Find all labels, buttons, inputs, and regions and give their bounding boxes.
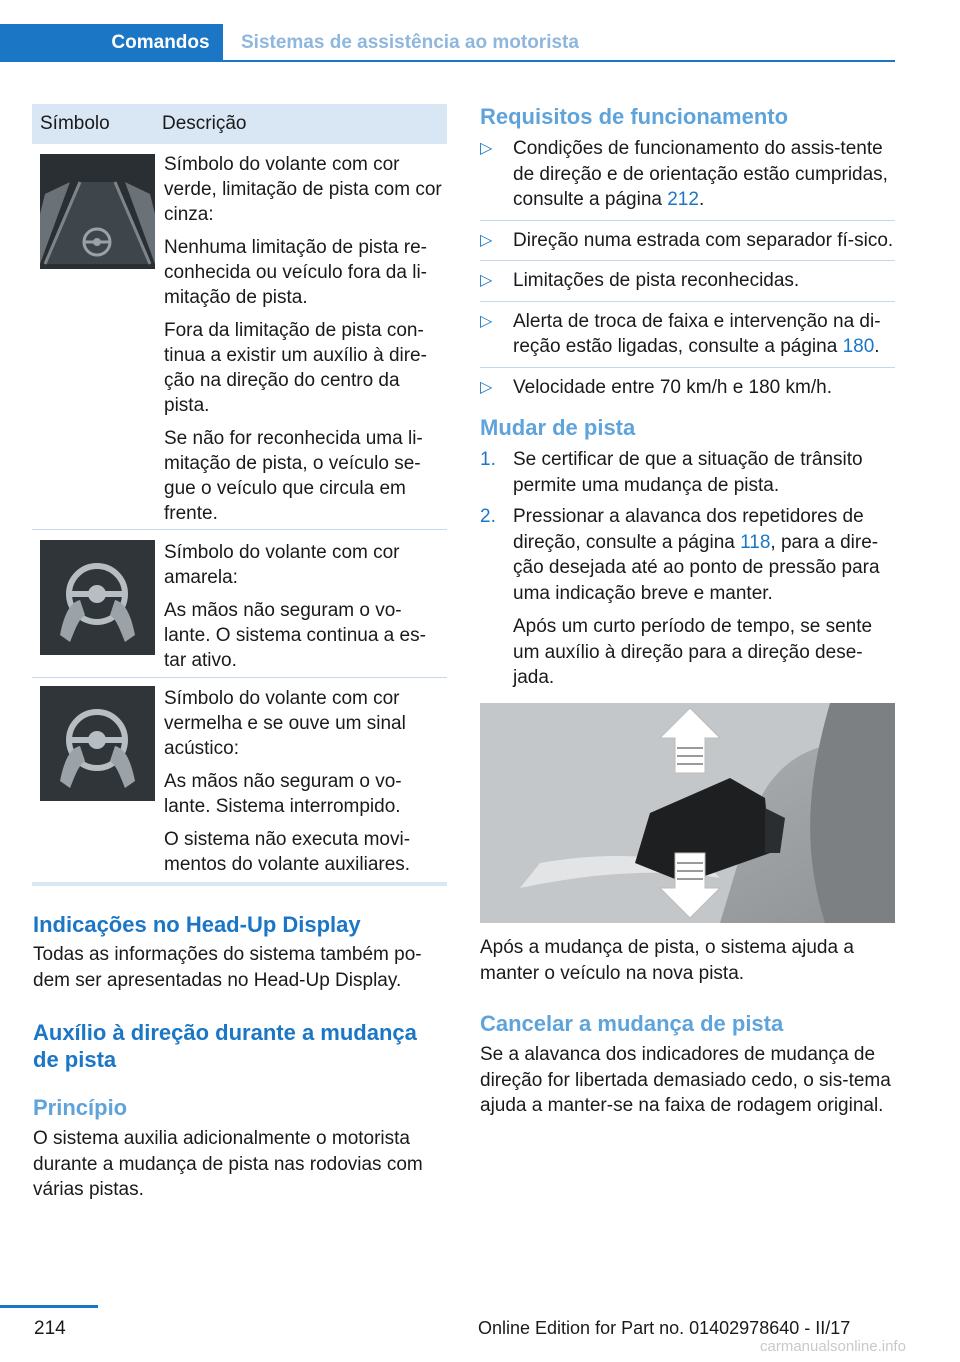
footer-accent-line	[0, 1305, 98, 1308]
table-bottom-rule	[32, 882, 447, 886]
step-text-after: , para a dire-ção desejada até ao ponto de pressão para uma indicação breve e manter.	[513, 531, 880, 604]
item-text: Limitações de pista reconhecidas.	[513, 270, 800, 291]
item-text-after: .	[874, 336, 880, 357]
step-note: Após um curto período de tempo, se sente um auxílio à direção para a direção dese-jada.	[513, 616, 873, 688]
steering-wheel-green-icon	[40, 154, 155, 269]
table-row	[32, 678, 447, 882]
symbol-table	[32, 104, 447, 886]
desc-paragraph: Nenhuma limitação de pista re-conhecida ou veículo fora da li-mitação de pista.	[164, 237, 427, 308]
header-section-tab[interactable]: Comandos	[98, 24, 223, 62]
lane-change-heading: Auxílio à direção durante a mudança de pista	[33, 1020, 417, 1072]
triangle-bullet-icon: ▷	[480, 378, 493, 396]
desc-paragraph: As mãos não seguram o vo-lante. Sistema interrompido.	[164, 771, 402, 817]
desc-paragraph: Símbolo do volante com cor vermelha e se ouve um sinal acústico:	[164, 688, 406, 759]
header-accent-bar	[0, 24, 98, 62]
list-item	[480, 136, 895, 221]
desc-paragraph: Se não for reconhecida uma li-mitação de pista, o veículo se-gue o veículo que circula em frente.	[164, 428, 423, 524]
edition-note: Online Edition for Part no. 01402978640 - II/17	[478, 1318, 851, 1338]
page-link[interactable]: 212	[667, 189, 699, 210]
row-description	[164, 540, 447, 673]
desc-paragraph: Fora da limitação de pista con-tinua a existir um auxílio à dire-ção na direção do centro da pista.	[164, 320, 427, 416]
row-description	[164, 152, 447, 526]
item-text-after: .	[698, 189, 705, 210]
table-row	[32, 530, 447, 678]
step-text: Se certificar de que a situação de trânsito permite uma mudança de pista.	[513, 449, 863, 496]
header-underline	[223, 60, 895, 62]
triangle-bullet-icon: ▷	[480, 312, 493, 330]
turn-signal-lever-photo	[480, 703, 895, 923]
list-item	[480, 368, 895, 408]
hud-text: Todas as informações do sistema também po-dem ser apresentadas no Head-Up Display.	[33, 944, 422, 991]
page-link[interactable]: 180	[842, 336, 875, 357]
row-description	[164, 686, 447, 877]
table-header-description: Descrição	[162, 113, 247, 134]
requirements-list	[480, 136, 895, 407]
item-text: Condições de funcionamento do assis-tente de direção e de orientação estão cumpridas, consulte a página	[513, 138, 888, 210]
list-item	[480, 447, 895, 498]
triangle-bullet-icon: ▷	[480, 140, 493, 157]
cancel-text: Se a alavanca dos indicadores de mudança de direção for libertada demasiado cedo, o sis-tema ajuda a manter-se na faixa de rodagem original.	[480, 1044, 891, 1116]
table-header-symbol: Símbolo	[40, 113, 110, 134]
principle-heading: Princípio	[33, 1095, 128, 1120]
triangle-bullet-icon: ▷	[480, 231, 493, 249]
cancel-heading: Cancelar a mudança de pista	[480, 1011, 784, 1036]
after-change-text: Após a mudança de pista, o sistema ajuda a manter o veículo na nova pista.	[480, 937, 854, 984]
change-lane-heading: Mudar de pista	[480, 415, 636, 440]
page-header	[0, 0, 960, 62]
hands-steering-wheel-yellow-icon	[40, 540, 155, 655]
step-number: 2.	[480, 506, 496, 527]
step-text: Pressionar a alavanca dos repetidores de direção, consulte a página	[513, 506, 864, 553]
page-link[interactable]: 118	[740, 531, 771, 553]
desc-paragraph: O sistema não executa movi-mentos do volante auxiliares.	[164, 829, 411, 875]
page-number: 214	[34, 1318, 66, 1339]
list-item	[480, 261, 895, 302]
desc-paragraph: As mãos não seguram o vo-lante. O sistema continua a es-tar ativo.	[164, 600, 426, 671]
triangle-bullet-icon: ▷	[480, 272, 493, 289]
hud-heading: Indicações no Head-Up Display	[33, 912, 361, 937]
list-item	[480, 221, 895, 262]
hands-steering-wheel-red-icon	[40, 686, 155, 801]
table-header	[32, 104, 447, 144]
step-number: 1.	[480, 449, 496, 470]
principle-text: O sistema auxilia adicionalmente o motorista durante a mudança de pista nas rodovias com várias pistas.	[33, 1128, 423, 1200]
list-item	[480, 302, 895, 368]
header-subsection[interactable]: Sistemas de assistência ao motorista	[241, 32, 579, 53]
desc-paragraph: Símbolo do volante com cor verde, limitação de pista com cor cinza:	[164, 154, 442, 225]
item-text: Direção numa estrada com separador fí-sico.	[513, 229, 894, 251]
list-item	[480, 504, 895, 691]
desc-paragraph: Símbolo do volante com cor amarela:	[164, 542, 400, 588]
change-lane-steps	[480, 447, 895, 697]
requirements-heading: Requisitos de funcionamento	[480, 104, 789, 129]
table-row	[32, 144, 447, 530]
item-text: Alerta de troca de faixa e intervenção na di-reção estão ligadas, consulte a página	[513, 310, 881, 357]
watermark: carmanualsonline.info	[760, 1338, 906, 1355]
item-text: Velocidade entre 70 km/h e 180 km/h.	[513, 376, 832, 398]
